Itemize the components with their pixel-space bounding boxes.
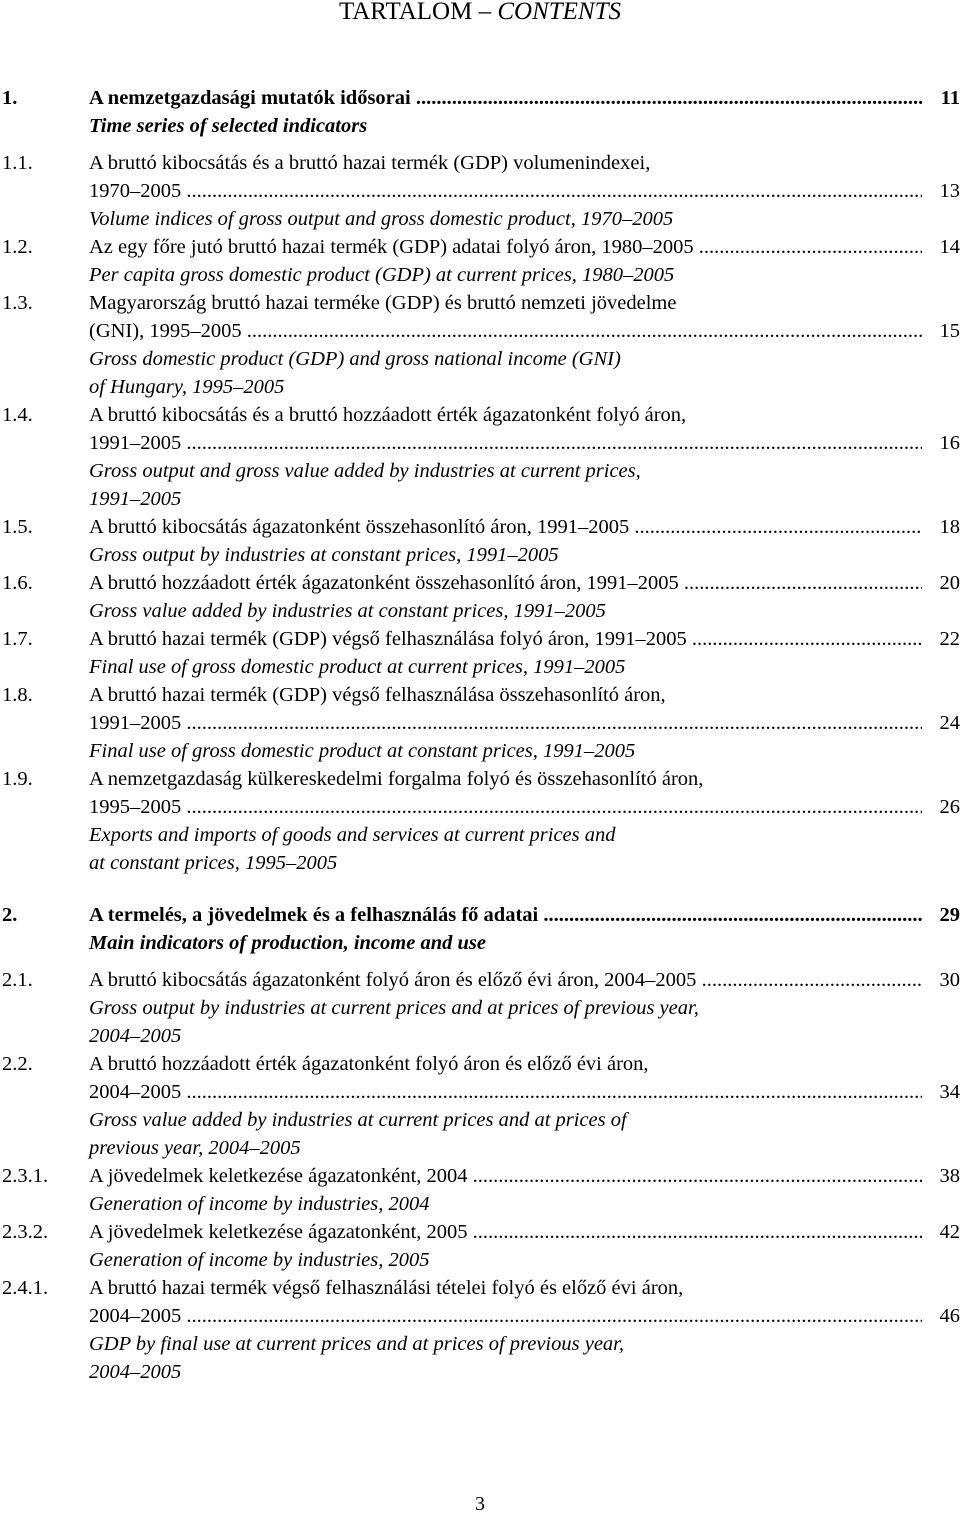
entry-number: 1.2.: [2, 236, 33, 258]
toc-entry-1-8[interactable]: [0, 681, 960, 765]
title-en: CONTENTS: [497, 0, 622, 25]
entry-title-hu: A bruttó hozzáadott érték ágazatonként összehasonlító áron, 1991–2005 .....: [89, 569, 922, 597]
page-ref: 42: [939, 1221, 960, 1243]
entry-number: 1.6.: [2, 572, 33, 594]
entry-title-en-cont: 1991–2005: [89, 488, 182, 510]
toc-section-2[interactable]: [0, 901, 960, 957]
section-title-hu: A termelés, a jövedelmek és a felhasználás fő adatai .....: [89, 901, 922, 929]
entry-title-en: Final use of gross domestic product at current prices, 1991–2005: [89, 656, 626, 678]
entry-title-hu: A bruttó kibocsátás ágazatonként folyó áron és előző évi áron, 2004–2005 .....: [89, 966, 922, 994]
entry-title-hu: Magyarország bruttó hazai terméke (GDP) és bruttó nemzeti jövedelme: [89, 292, 677, 314]
page-title: [0, 0, 960, 27]
toc-entry-1-9[interactable]: [0, 765, 960, 877]
table-of-contents: [0, 84, 960, 1386]
entry-title-hu-cont: 1995–2005 .....: [89, 793, 922, 821]
page-ref: 16: [939, 432, 960, 454]
section-number: 1.: [2, 87, 18, 109]
entry-title-hu-cont: 1970–2005 .....: [89, 177, 922, 205]
entry-title-hu-cont: 1991–2005 .....: [89, 429, 922, 457]
entry-title-hu: A bruttó hazai termék végső felhasználási tételei folyó és előző évi áron,: [89, 1277, 684, 1299]
entry-title-en: Gross domestic product (GDP) and gross national income (GNI): [89, 348, 621, 370]
entry-number: 2.4.1.: [2, 1277, 49, 1299]
entry-number: 1.7.: [2, 628, 33, 650]
entry-number: 1.4.: [2, 404, 33, 426]
entry-number: 2.3.1.: [2, 1165, 49, 1187]
toc-entry-2-3-1[interactable]: [0, 1162, 960, 1218]
entry-title-en: Generation of income by industries, 2004: [89, 1193, 430, 1215]
entry-number: 1.5.: [2, 516, 33, 538]
entry-title-en: Gross output by industries at current prices and at prices of previous year,: [89, 997, 699, 1019]
entry-title-en: Gross value added by industries at current prices and at prices of: [89, 1109, 627, 1131]
entry-title-en: Volume indices of gross output and gross domestic product, 1970–2005: [89, 208, 674, 230]
toc-entry-2-1[interactable]: [0, 966, 960, 1050]
page-ref: 14: [939, 236, 960, 258]
page-ref: 18: [939, 516, 960, 538]
entry-title-hu: A bruttó kibocsátás és a bruttó hozzáadott érték ágazatonként folyó áron,: [89, 404, 687, 426]
entry-title-en-cont: 2004–2005: [89, 1025, 182, 1047]
entry-title-en: Gross value added by industries at constant prices, 1991–2005: [89, 600, 606, 622]
toc-entry-2-2[interactable]: [0, 1050, 960, 1162]
section-title-en: Time series of selected indicators: [89, 115, 368, 137]
page-ref: 20: [939, 572, 960, 594]
section-number: 2.: [2, 904, 18, 926]
entry-title-hu: A bruttó hazai termék (GDP) végső felhasználása összehasonlító áron,: [89, 684, 666, 706]
entry-title-en: Exports and imports of goods and services at current prices and: [89, 824, 616, 846]
entry-title-hu: A bruttó kibocsátás és a bruttó hazai termék (GDP) volumenindexei,: [89, 152, 651, 174]
entry-number: 1.9.: [2, 768, 33, 790]
page-ref: 15: [939, 320, 960, 342]
entry-number: 2.3.2.: [2, 1221, 49, 1243]
page-ref: 34: [939, 1081, 960, 1103]
page-ref: 13: [939, 180, 960, 202]
entry-number: 2.2.: [2, 1053, 33, 1075]
page-ref: 24: [939, 712, 960, 734]
toc-entry-1-2[interactable]: [0, 233, 960, 289]
entry-title-hu: A nemzetgazdaság külkereskedelmi forgalma folyó és összehasonlító áron,: [89, 768, 704, 790]
entry-title-hu: A bruttó kibocsátás ágazatonként összehasonlító áron, 1991–2005 .....: [89, 513, 922, 541]
entry-title-en: Per capita gross domestic product (GDP) at current prices, 1980–2005: [89, 264, 675, 286]
entry-title-en-cont: 2004–2005: [89, 1361, 182, 1383]
entry-title-hu-cont: (GNI), 1995–2005 .....: [89, 317, 922, 345]
entry-title-hu: A bruttó hozzáadott érték ágazatonként folyó áron és előző évi áron,: [89, 1053, 649, 1075]
page-ref: 30: [939, 969, 960, 991]
toc-entry-1-1[interactable]: [0, 149, 960, 233]
entry-title-en: GDP by final use at current prices and at prices of previous year,: [89, 1333, 625, 1355]
toc-entry-1-5[interactable]: [0, 513, 960, 569]
entry-title-hu-cont: 2004–2005 .....: [89, 1302, 922, 1330]
entry-title-en: Gross output and gross value added by industries at current prices,: [89, 460, 641, 482]
entry-title-en: Gross output by industries at constant prices, 1991–2005: [89, 544, 559, 566]
toc-entry-1-3[interactable]: [0, 289, 960, 401]
toc-entry-2-4-1[interactable]: [0, 1274, 960, 1386]
title-hu: TARTALOM: [338, 0, 473, 25]
section-title-en: Main indicators of production, income and use: [89, 932, 486, 954]
page-ref: 46: [939, 1305, 960, 1327]
entry-title-hu-cont: 2004–2005 .....: [89, 1078, 922, 1106]
toc-entry-1-7[interactable]: [0, 625, 960, 681]
entry-title-hu: A jövedelmek keletkezése ágazatonként, 2004 .....: [89, 1162, 922, 1190]
toc-entry-1-4[interactable]: [0, 401, 960, 513]
page-number: 3: [475, 1493, 485, 1515]
entry-title-hu: A bruttó hazai termék (GDP) végső felhasználása folyó áron, 1991–2005 .....: [89, 625, 922, 653]
title-separator: –: [478, 0, 492, 25]
entry-title-en-cont: at constant prices, 1995–2005: [89, 852, 338, 874]
entry-number: 2.1.: [2, 969, 33, 991]
entry-title-en-cont: previous year, 2004–2005: [89, 1137, 301, 1159]
entry-title-hu-cont: 1991–2005 .....: [89, 709, 922, 737]
page-ref: 11: [940, 87, 960, 109]
entry-number: 1.3.: [2, 292, 33, 314]
entry-title-hu: A jövedelmek keletkezése ágazatonként, 2005 .....: [89, 1218, 922, 1246]
page-ref: 38: [939, 1165, 960, 1187]
entry-title-en-cont: of Hungary, 1995–2005: [89, 376, 285, 398]
entry-number: 1.1.: [2, 152, 33, 174]
page-ref: 26: [939, 796, 960, 818]
page-ref: 22: [939, 628, 960, 650]
entry-title-en: Final use of gross domestic product at constant prices, 1991–2005: [89, 740, 636, 762]
section-title-hu: A nemzetgazdasági mutatók idősorai .....: [89, 84, 922, 112]
toc-entry-2-3-2[interactable]: [0, 1218, 960, 1274]
toc-section-1[interactable]: [0, 84, 960, 140]
entry-title-hu: Az egy főre jutó bruttó hazai termék (GDP) adatai folyó áron, 1980–2005 .....: [89, 233, 922, 261]
page-ref: 29: [939, 904, 960, 926]
entry-title-en: Generation of income by industries, 2005: [89, 1249, 430, 1271]
entry-number: 1.8.: [2, 684, 33, 706]
toc-entry-1-6[interactable]: [0, 569, 960, 625]
